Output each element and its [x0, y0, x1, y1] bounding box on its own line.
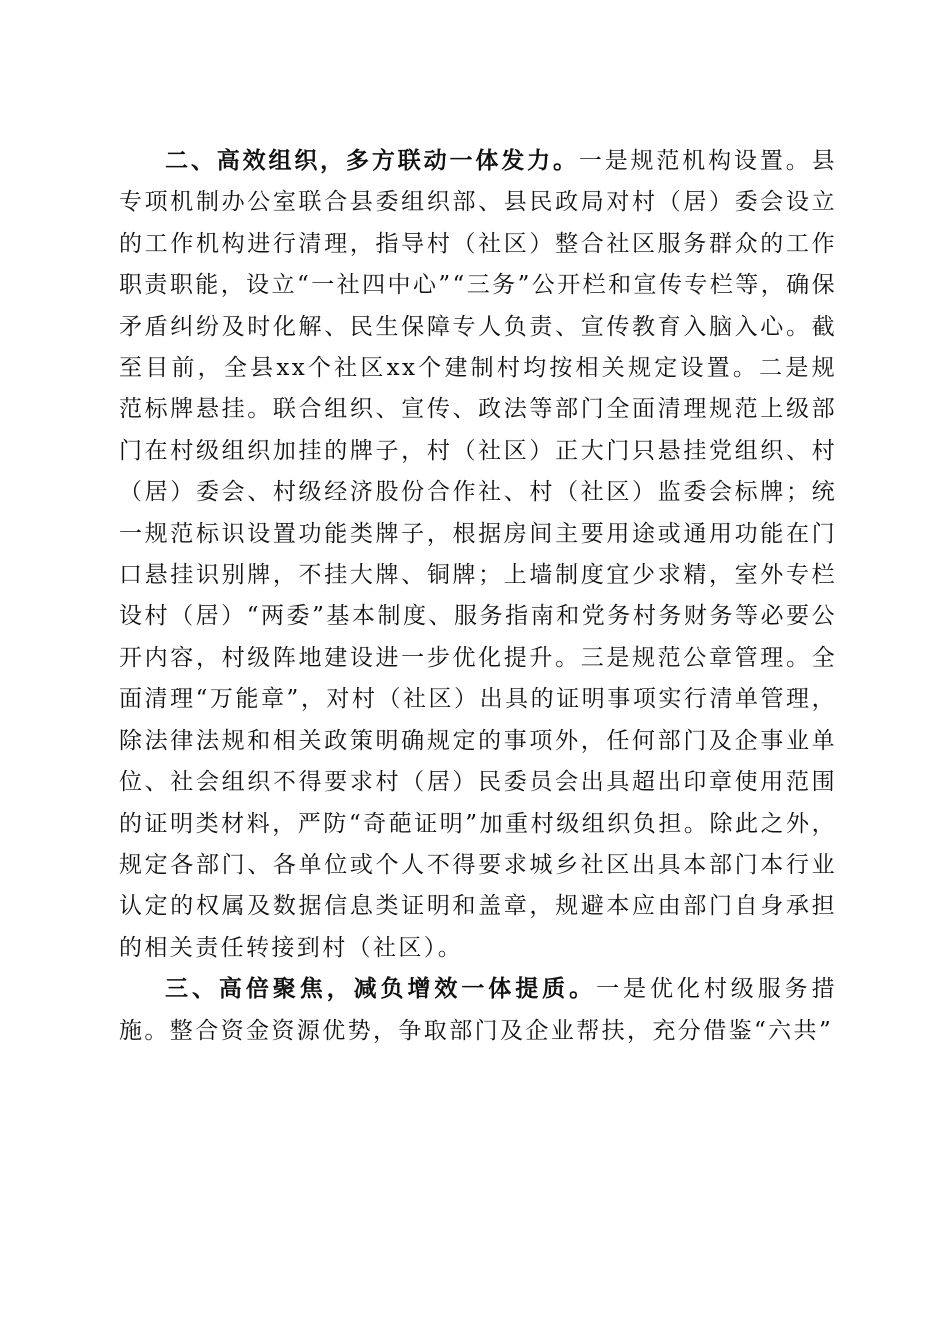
section-2-heading: 二、高效组织，多方联动一体发力。 — [165, 148, 579, 174]
section-3-heading: 三、高倍聚焦，减负增效一体提质。 — [165, 976, 597, 1003]
paragraph-section-3 — [119, 969, 837, 1052]
section-2-body: 一是规范机构设置。县专项机制办公室联合县委组织部、县民政局对村（居）委会设立的工作机构进行清理，指导村（社区）整合社区服务群众的工作职责职能，设立“一社四中心”“三务”公开栏和宣传专栏等，确保矛盾纠纷及时化解、民生保障专人负责、宣传教育入脑入心。截至目前，全县xx个社区xx个建制村均按相关规定设置。二是规范标牌悬挂。联合组织、宣传、政法等部门全面清理规范上级部门在村级组织加挂的牌子，村（社区）正大门只悬挂党组织、村（居）委会、村级经济股份合作社、村（社区）监委会标牌；统一规范标识设置功能类牌子，根据房间主要用途或通用功能在门口悬挂识别牌，不挂大牌、铜牌；上墙制度宜少求精，室外专栏设村（居）“两委”基本制度、服务指南和党务村务财务等必要公开内容，村级阵地建设进一步优化提升。三是规范公章管理。全面清理“万能章”，对村（社区）出具的证明事项实行清单管理，除法律法规和相关政策明确规定的事项外，任何部门及企事业单位、社会组织不得要求村（居）民委员会出具超出印章使用范围的证明类材料，严防“奇葩证明”加重村级组织负担。除此之外，规定各部门、各单位或个人不得要求城乡社区出具本部门本行业认定的权属及数据信息类证明和盖章，规避本应由部门自身承担的相关责任转接到村（社区）。 — [119, 148, 838, 961]
document-body — [119, 141, 837, 1052]
section-3-body: 一是优化村级服务措施。整合资金资源优势，争取部门及企业帮扶，充分借鉴“六共” — [119, 976, 837, 1044]
paragraph-section-2 — [119, 141, 837, 969]
